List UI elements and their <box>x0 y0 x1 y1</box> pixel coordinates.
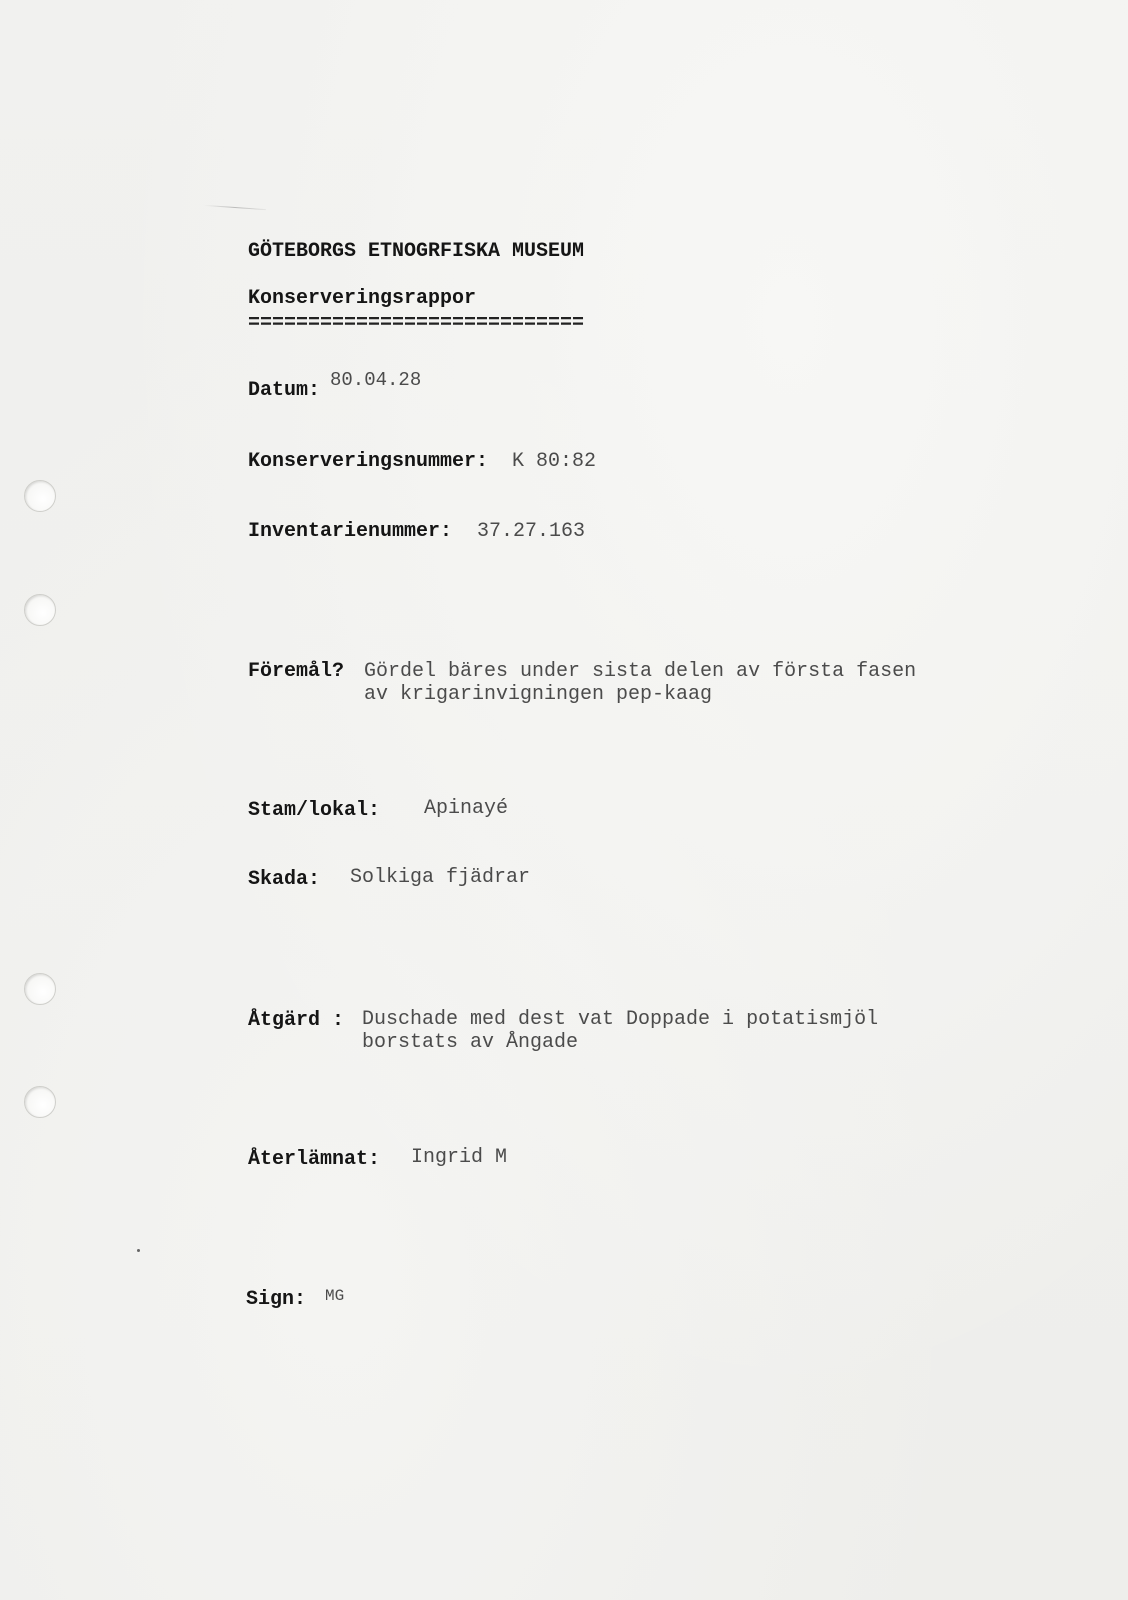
inventarienummer-value: 37.27.163 <box>477 520 586 543</box>
paper-speck <box>137 1249 140 1252</box>
punch-hole <box>24 594 56 626</box>
title-underline: ============================ <box>248 312 585 335</box>
sign-value: MG <box>325 1287 345 1305</box>
datum-value: 80.04.28 <box>330 369 422 391</box>
scan-mark <box>204 205 266 210</box>
punch-hole <box>24 1086 56 1118</box>
foremal-label: Föremål? <box>248 660 345 683</box>
atgard-value-line: borstats av Ångade <box>362 1031 579 1054</box>
konserveringsnummer-value: K 80:82 <box>512 450 597 473</box>
punch-hole <box>24 480 56 512</box>
institution-heading: GÖTEBORGS ETNOGRFISKA MUSEUM <box>248 240 585 263</box>
atgard-label: Åtgärd : <box>248 1009 345 1032</box>
foremal-value-line: Gördel bäres under sista delen av första fasen <box>364 660 917 683</box>
skada-value: Solkiga fjädrar <box>350 866 531 889</box>
sign-label: Sign: <box>246 1288 307 1311</box>
stam-lokal-label: Stam/lokal: <box>248 799 381 822</box>
stam-lokal-value: Apinayé <box>424 797 509 820</box>
aterlamnat-value: Ingrid M <box>411 1146 508 1169</box>
aterlamnat-label: Återlämnat: <box>248 1148 381 1171</box>
atgard-value-line: Duschade med dest vat Doppade i potatismjöl <box>362 1008 879 1031</box>
inventarienummer-label: Inventarienummer: <box>248 520 453 543</box>
foremal-value-line: av krigarinvigningen pep-kaag <box>364 683 713 706</box>
skada-label: Skada: <box>248 868 321 891</box>
datum-label: Datum: <box>248 379 321 402</box>
konserveringsnummer-label: Konserveringsnummer: <box>248 450 489 473</box>
report-title: Konserveringsrappor <box>248 287 477 310</box>
punch-hole <box>24 973 56 1005</box>
